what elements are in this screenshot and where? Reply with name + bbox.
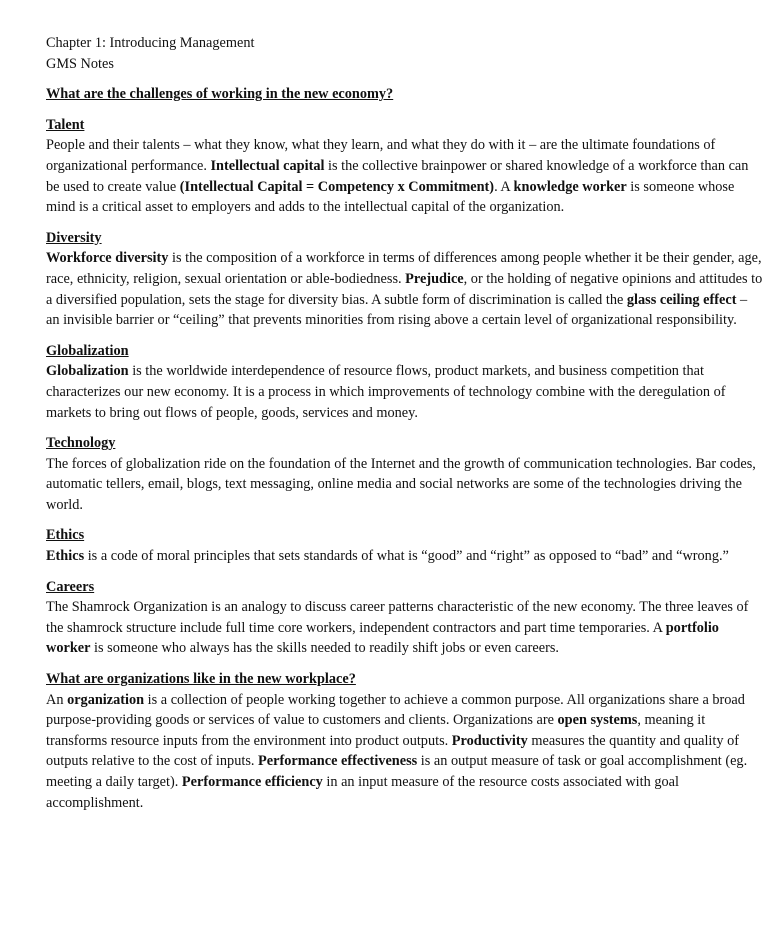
- section-title-ethics: Ethics: [46, 527, 85, 544]
- section-question-organizations: What are organizations like in the new workplace?: [46, 671, 356, 688]
- section-globalization: [46, 341, 764, 423]
- term-glass-ceiling-effect: glass ceiling effect: [626, 291, 737, 308]
- term-knowledge-worker: knowledge worker: [513, 178, 627, 195]
- section-title-diversity: Diversity: [46, 229, 102, 246]
- term-performance-efficiency: Performance efficiency: [181, 774, 323, 790]
- section-technology: [46, 433, 764, 515]
- section-ethics: [46, 525, 764, 566]
- section-talent: [46, 115, 764, 218]
- ethics-paragraph: Ethics is a code of moral principles that sets standards of what is “good” and “right” as opposed to “bad” and “wrong.”: [46, 548, 729, 565]
- technology-paragraph: The forces of globalization ride on the foundation of the Internet and the growth of communication technologies. Bar codes, automatic tellers, email, blogs, text messaging, online media and social networks are some of the technologies driving the world.: [46, 455, 756, 513]
- section-diversity: [46, 228, 764, 331]
- term-capital-formula: (Intellectual Capital = Competency x Commitment): [179, 178, 495, 195]
- section-title-globalization: Globalization: [46, 342, 129, 359]
- organizations-paragraph: An organization is a collection of people working together to achieve a common purpose. All organizations share a broad purpose-providing goods or services of value to customers and clients. Organizations are open systems, meaning it transforms resource inputs from the environment into product outputs. Productivity measures the quantity and quality of outputs relative to the cost of inputs. Performance effectiveness is an output measure of task or goal accomplishment (eg. meeting a daily target). Performance efficiency in an input measure of the resource costs associated with goal accomplishment.: [46, 691, 748, 811]
- term-intellectual-capital: Intellectual capital: [210, 157, 325, 174]
- term-ethics: Ethics: [46, 548, 85, 565]
- term-prejudice: Prejudice: [405, 270, 464, 287]
- term-productivity: Productivity: [451, 732, 528, 749]
- section-question-challenges: What are the challenges of working in the new economy?: [46, 86, 394, 103]
- section-title-careers: Careers: [46, 578, 95, 595]
- globalization-paragraph: Globalization is the worldwide interdependence of resource flows, product markets, and business competition that characterizes our new economy. It is a process in which improvements of technology combine with the deregulation of markets to bring out flows of people, goods, services and money.: [46, 363, 726, 421]
- term-globalization: Globalization: [46, 363, 129, 380]
- section-title-talent: Talent: [46, 116, 85, 133]
- section-careers: [46, 577, 764, 659]
- term-portfolio-worker: portfolio worker: [46, 619, 719, 657]
- term-workforce-diversity: Workforce diversity: [46, 250, 169, 267]
- careers-paragraph: The Shamrock Organization is an analogy to discuss career patterns characteristic of the new economy. The three leaves of the shamrock structure include full time core workers, independent contractors and part time temporaries. A portfolio worker is someone who always has the skills needed to readily shift jobs or even careers.: [46, 599, 749, 657]
- section-organizations: [46, 669, 764, 813]
- section-title-technology: Technology: [46, 435, 116, 452]
- term-open-systems: open systems: [557, 712, 638, 729]
- term-performance-effectiveness: Performance effectiveness: [258, 753, 418, 770]
- talent-paragraph: People and their talents – what they know, what they learn, and what they do with it – are the ultimate foundations of organizational performance. Intellectual capital is the collective brainpower or shared knowledge of a workforce than can be used to create value (Intellectual Capital = Competency x Commitment). A knowledge worker is someone whose mind is a critical asset to employers and adds to the intellectual capital of the organization.: [46, 137, 749, 216]
- document-subtitle: GMS Notes: [46, 55, 114, 72]
- document-title: Chapter 1: Introducing Management: [46, 35, 255, 51]
- term-organization: organization: [67, 691, 145, 708]
- diversity-paragraph: Workforce diversity is the composition of a workforce in terms of differences among people whether it be their gender, age, race, ethnicity, religion, sexual orientation or able-bodiedness. Prejudice, or the holding of negative opinions and attitudes to a diversified population, sets the stage for diversity bias. A subtle form of discrimination is called the glass ceiling effect – an invisible barrier or “ceiling” that prevents minorities from rising above a certain level of organizational responsibility.: [46, 250, 763, 329]
